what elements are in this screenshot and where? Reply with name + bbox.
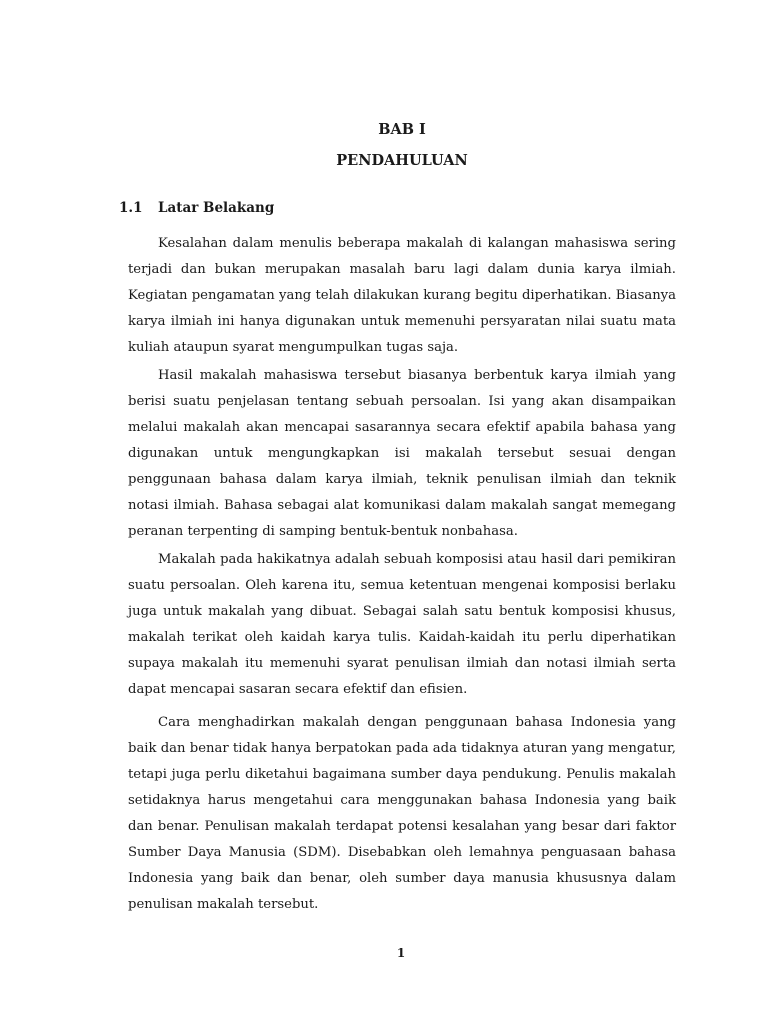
paragraph-3: Makalah pada hakikatnya adalah sebuah komposisi atau hasil dari pemikiran suatu persoalan. Oleh karena itu, semua ketentuan mengenai komposisi berlaku juga untuk makalah yang dibuat. Sebagai salah satu bentuk komposisi khusus, makalah terikat oleh kaidah karya tulis. Kaidah-kaidah itu perlu diperhatikan supaya makalah itu memenuhi syarat penulisan ilmiah dan notasi ilmiah serta dapat mencapai sasaran secara efektif dan efisien. xyxy=(128,552,676,697)
page-number: 1 xyxy=(396,946,406,960)
paragraph-1: Kesalahan dalam menulis beberapa makalah di kalangan mahasiswa sering terjadi dan bukan merupakan masalah baru lagi dalam dunia karya ilmiah. Kegiatan pengamatan yang telah dilakukan kurang begitu diperhatikan. Biasanya karya ilmiah ini hanya digunakan untuk memenuhi persyaratan nilai suatu mata kuliah ataupun syarat mengumpulkan tugas saja. xyxy=(128,236,676,355)
section-heading xyxy=(119,200,274,216)
chapter-title: PENDAHULUAN xyxy=(336,152,468,169)
section-number: 1.1 xyxy=(119,200,143,216)
chapter-number: BAB I xyxy=(378,121,426,138)
paragraph-4: Cara menghadirkan makalah dengan penggunaan bahasa Indonesia yang baik dan benar tidak hanya berpatokan pada ada tidaknya aturan yang mengatur, tetapi juga perlu diketahui bagaimana sumber daya pendukung. Penulis makalah setidaknya harus mengetahui cara menggunakan bahasa Indonesia yang baik dan benar. Penulisan makalah terdapat potensi kesalahan yang besar dari faktor Sumber Daya Manusia (SDM). Disebabkan oleh lemahnya penguasaan bahasa Indonesia yang baik dan benar, oleh sumber daya manusia khususnya dalam penulisan makalah tersebut. xyxy=(128,715,676,912)
paragraph-2: Hasil makalah mahasiswa tersebut biasanya berbentuk karya ilmiah yang berisi suatu penjelasan tentang sebuah persoalan. Isi yang akan disampaikan melalui makalah akan mencapai sasarannya secara efektif apabila bahasa yang digunakan untuk mengungkapkan isi makalah tersebut sesuai dengan penggunaan bahasa dalam karya ilmiah, teknik penulisan ilmiah dan teknik notasi ilmiah. Bahasa sebagai alat komunikasi dalam makalah sangat memegang peranan terpenting di samping bentuk-bentuk nonbahasa. xyxy=(128,368,676,539)
section-title: Latar Belakang xyxy=(158,200,275,216)
